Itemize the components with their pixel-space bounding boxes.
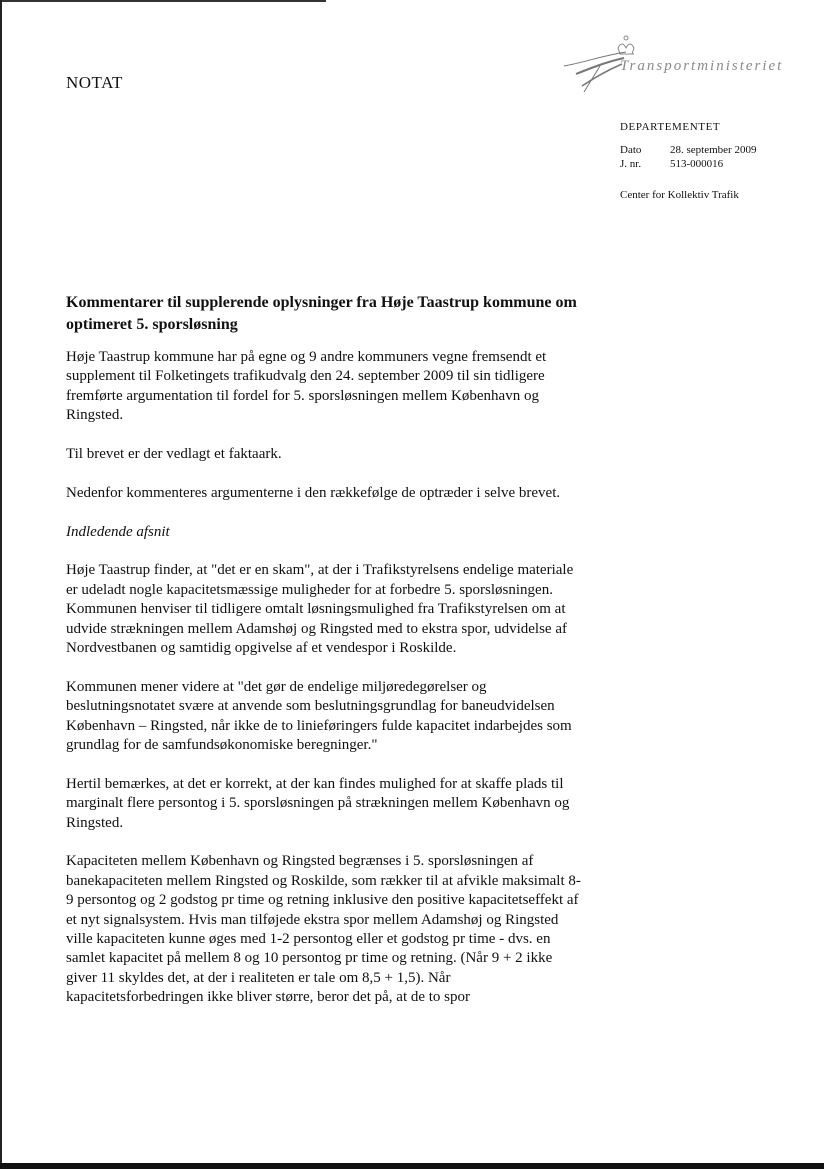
paragraph: Høje Taastrup finder, at "det er en skam", at der i Trafikstyrelsens endelige materiale er udeladt nogle kapacitetsmæssige muligheder for at forbedre 5. sporsløsningen. Kommunen henviser til tidligere omtalt løsningsmulighed fra Trafikstyrelsen om at udvide strækningen mellem Adamshøj og Ringsted med to ekstra spor, udvidelse af Nordvestbanen og samtidig opgivelse af et vendespor i Roskilde. [66,562,574,657]
logo-wordmark: Transportministeriet [620,58,784,74]
paragraph: Høje Taastrup kommune har på egne og 9 andre kommuners vegne fremsendt et supplement til Folketingets trafikudvalg den 24. september 2009 til sin tidligere fremførte argumentation til fordel for 5. sporsløsningen mellem København og Ringsted. [66,349,547,424]
paragraph: Nedenfor kommenteres argumenterne i den rækkefølge de optræder i selve brevet. [66,484,561,501]
ministry-logo [556,28,786,98]
journal-number-row [620,157,756,171]
journal-number-label: J. nr. [620,158,642,170]
date-row [620,143,756,157]
scan-edge-bottom [0,1163,824,1169]
document-body [66,348,586,1027]
date-value: 28. september 2009 [670,144,757,156]
document-title: Kommentarer til supplerende oplysninger fra Høje Taastrup kommune om optimeret 5. sporsløsning [66,294,577,333]
paragraph: Til brevet er der vedlagt et faktaark. [66,446,282,463]
paragraph: Kommunen mener videre at "det gør de endelige miljøredegørelser og beslutningsnotatet svære at anvende som beslutningsgrundlag for baneudvidelsen København – Ringsted, når ikke de to linieføringers fulde kapacitet indarbejdes som grundlag for de samfundsøkonomiske beregninger." [66,678,572,754]
journal-number-value: 513-000016 [670,158,724,170]
document-type: NOTAT [66,73,123,92]
section-heading: Indledende afsnit [66,523,170,540]
scan-edge-left [0,0,2,1169]
department-label: DEPARTEMENTET [620,121,721,133]
paragraph: Hertil bemærkes, at det er korrekt, at der kan findes mulighed for at skaffe plads til marginalt flere persontog i 5. sporsløsningen på strækningen mellem København og Ringsted. [66,775,570,831]
scan-edge-top [0,0,326,2]
document-metadata [620,120,756,202]
date-label: Dato [620,144,642,156]
paragraph: Kapaciteten mellem København og Ringsted begrænses i 5. sporsløsningen af banekapaciteten mellem Ringsted og Roskilde, som rækker til at afvikle maksimalt 8-9 persontog og 2 godstog pr time og retning inklusive den positive kapacitetseffekt af et nyt signalsystem. Hvis man tilføjede ekstra spor mellem Adamshøj og Ringsted ville kapaciteten kunne øges med 1-2 persontog eller et godstog pr time - dvs. en samlet kapacitet på mellem 8 og 10 persontog pr time og retning. (Når 9 + 2 ikke giver 11 skyldes det, at der i realiteten er tale om 8,5 + 1,5). Når kapacitetsforbedringen ikke bliver større, beror det på, at de to spor [66,853,581,1006]
center-name: Center for Kollektiv Trafik [620,189,739,201]
